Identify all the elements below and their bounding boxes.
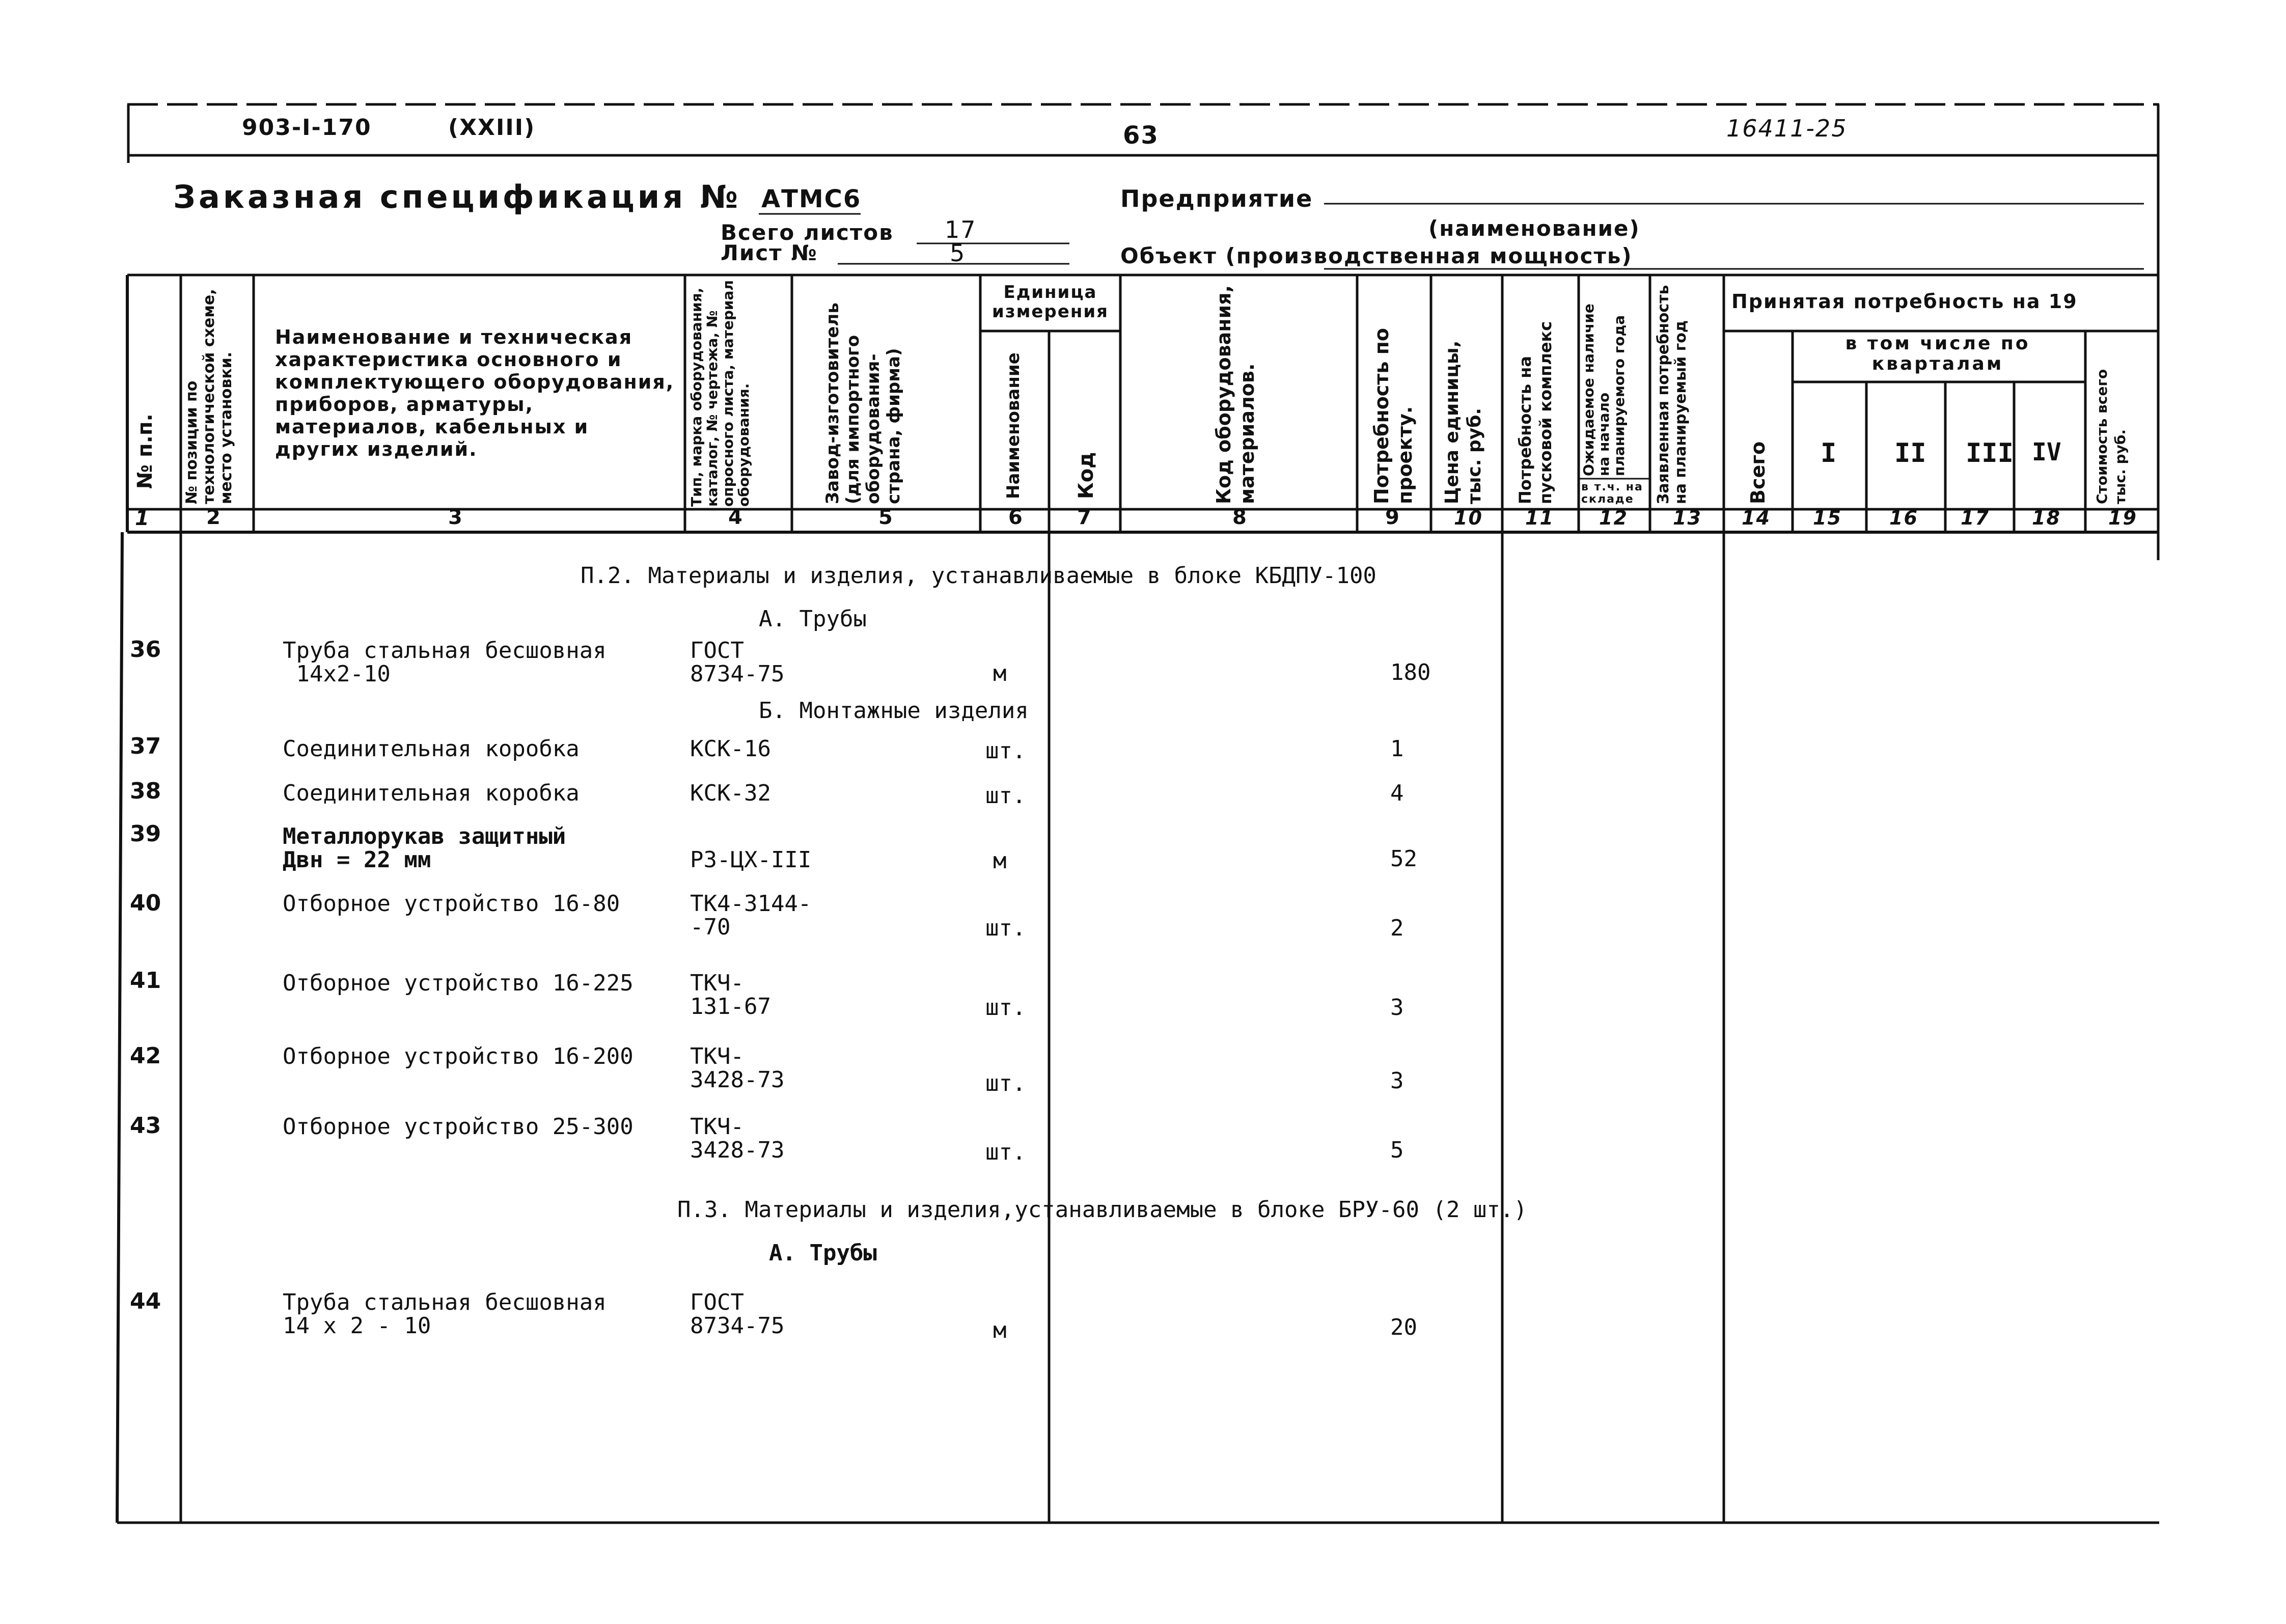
colnum-3: 3	[448, 506, 463, 529]
row-42-qty: 3	[1390, 1068, 1404, 1094]
colnum-19: 19	[2108, 507, 2137, 529]
row-38-type: КСК-32	[690, 780, 771, 806]
header-in-stock: в т.ч. на складе	[1581, 481, 1643, 506]
header-unit-name: Наименование	[1003, 352, 1024, 499]
row-41-name: Отборное устройство 16-225	[283, 970, 634, 996]
colnum-14: 14	[1742, 507, 1771, 529]
header-q2: II	[1894, 438, 1926, 469]
header-unit-group: Единица измерения	[992, 282, 1109, 322]
row-36-name: Труба стальная бесшовная 14х2-10	[283, 638, 607, 687]
header-price: Цена единицы, тыс. руб.	[1442, 340, 1485, 504]
row-39-qty: 52	[1390, 846, 1417, 872]
row-44-qty: 20	[1390, 1314, 1417, 1340]
row-39-type: РЗ-ЦХ-III	[690, 847, 812, 873]
row-36-type: ГОСТ 8734-75	[690, 638, 785, 687]
header-unit-code: Код	[1075, 452, 1098, 499]
row-41-no: 41	[130, 968, 161, 994]
header-name: Наименование и техническая характеристика основного и комплектующего оборудования, приборов, арматуры, материалов, кабельных и других изделий.	[275, 326, 675, 460]
row-36-unit: м	[993, 660, 1007, 686]
row-43-type: ТКЧ- 3428-73	[690, 1114, 785, 1163]
row-37-name: Соединительная коробка	[283, 736, 580, 762]
row-40-qty: 2	[1390, 915, 1404, 941]
header-accepted-group: Принятая потребность на 19	[1731, 290, 2078, 313]
row-38-qty: 4	[1390, 780, 1404, 806]
colnum-16: 16	[1889, 507, 1918, 529]
colnum-17: 17	[1961, 507, 1990, 529]
row-41-type: ТКЧ- 131-67	[690, 970, 771, 1020]
row-43-name: Отборное устройство 25-300	[283, 1114, 634, 1140]
colnum-5: 5	[878, 506, 894, 529]
total-sheets-label: Всего листов	[721, 220, 894, 245]
colnum-12: 12	[1599, 507, 1628, 529]
row-44-no: 44	[130, 1288, 161, 1314]
sheet-value: 5	[950, 239, 966, 267]
header-expected: Ожидаемое наличие на начало планируемого года	[1580, 304, 1628, 476]
colnum-11: 11	[1525, 507, 1554, 529]
colnum-18: 18	[2032, 507, 2061, 529]
header-total: Всего	[1747, 441, 1769, 504]
section-2-title: П.2. Материалы и изделия, устанавливаемые в блоке КБДПУ-100	[581, 563, 1376, 589]
row-37-unit: шт.	[985, 738, 1026, 764]
row-37-qty: 1	[1390, 736, 1404, 762]
header-type: Тип, марка оборудования, каталог, № чертежа, № опросного листа, материал оборудования.	[688, 280, 752, 507]
row-39-name: Металлорукав защитный Двн = 22 мм	[283, 823, 566, 873]
row-40-type: ТК4-3144- -70	[690, 891, 812, 940]
sheet-ref: 16411-25	[1726, 115, 1848, 142]
header-position: № позиции по технологической схеме, место установки.	[183, 289, 235, 504]
header-q3: III	[1966, 438, 2014, 469]
row-43-qty: 5	[1390, 1137, 1404, 1163]
sheet-label: Лист №	[721, 240, 818, 265]
row-42-type: ТКЧ- 3428-73	[690, 1043, 785, 1093]
row-41-unit: шт.	[985, 995, 1026, 1021]
row-39-unit: м	[993, 848, 1007, 874]
colnum-4: 4	[728, 506, 743, 529]
header-manufacturer: Завод-изготовитель (для импортного оборудования-страна, фирма)	[822, 302, 904, 504]
row-41-qty: 3	[1390, 995, 1404, 1021]
enterprise-caption: (наименование)	[1428, 216, 1640, 241]
row-38-name: Соединительная коробка	[283, 780, 580, 806]
row-36-no: 36	[130, 637, 161, 663]
row-37-type: КСК-16	[690, 736, 771, 762]
section-3-a: А. Трубы	[769, 1240, 877, 1266]
colnum-15: 15	[1813, 507, 1842, 529]
object-label: Объект (производственная мощность)	[1120, 243, 1633, 268]
row-40-no: 40	[130, 890, 161, 916]
header-start-complex: Потребность на пусковой комплекс	[1516, 321, 1555, 504]
row-43-unit: шт.	[985, 1139, 1026, 1165]
section-3-title: П.3. Материалы и изделия,устанавливаемые в блоке БРУ-60 (2 шт.)	[677, 1197, 1527, 1223]
section-2-b: Б. Монтажные изделия	[759, 698, 1029, 724]
section-2-a: А. Трубы	[759, 606, 867, 632]
header-declared: Заявленная потребность на планируемый год	[1655, 285, 1690, 504]
header-required: Потребность по проекту.	[1370, 328, 1416, 504]
row-38-no: 38	[130, 778, 161, 804]
header-q4: IV	[2032, 438, 2061, 466]
row-40-name: Отборное устройство 16-80	[283, 891, 620, 917]
page-number: 63	[1123, 121, 1159, 150]
colnum-1: 1	[135, 507, 150, 530]
header-row-no: № п.п.	[133, 414, 157, 489]
colnum-8: 8	[1232, 506, 1248, 529]
colnum-9: 9	[1385, 506, 1400, 529]
row-44-name: Труба стальная бесшовная 14 х 2 - 10	[283, 1289, 607, 1339]
colnum-6: 6	[1008, 506, 1024, 529]
colnum-13: 13	[1673, 507, 1702, 529]
row-43-no: 43	[130, 1113, 161, 1139]
total-sheets-value: 17	[945, 216, 977, 243]
spec-number: АТМС6	[761, 185, 862, 213]
volume-label: (XXIII)	[448, 115, 536, 141]
row-37-no: 37	[130, 733, 161, 759]
row-44-type: ГОСТ 8734-75	[690, 1289, 785, 1339]
colnum-10: 10	[1454, 507, 1483, 529]
spec-title: Заказная спецификация №	[173, 178, 741, 215]
row-38-unit: шт.	[985, 783, 1026, 809]
row-40-unit: шт.	[985, 915, 1026, 941]
row-36-qty: 180	[1390, 659, 1431, 685]
colnum-7: 7	[1077, 506, 1092, 529]
enterprise-label: Предприятие	[1120, 185, 1313, 212]
header-q1: I	[1821, 438, 1837, 469]
header-material-code: Код оборудования, материалов.	[1213, 285, 1258, 504]
row-44-unit: м	[993, 1317, 1007, 1343]
colnum-2: 2	[206, 506, 222, 529]
row-42-unit: шт.	[985, 1070, 1026, 1096]
header-cost-total: Стоимость всего тыс. руб.	[2094, 369, 2129, 504]
row-42-no: 42	[130, 1043, 161, 1069]
row-42-name: Отборное устройство 16-200	[283, 1043, 634, 1069]
header-quarter-group: в том числе по кварталам	[1845, 333, 2030, 374]
doc-code: 903-I-170	[242, 115, 372, 141]
row-39-no: 39	[130, 821, 161, 847]
